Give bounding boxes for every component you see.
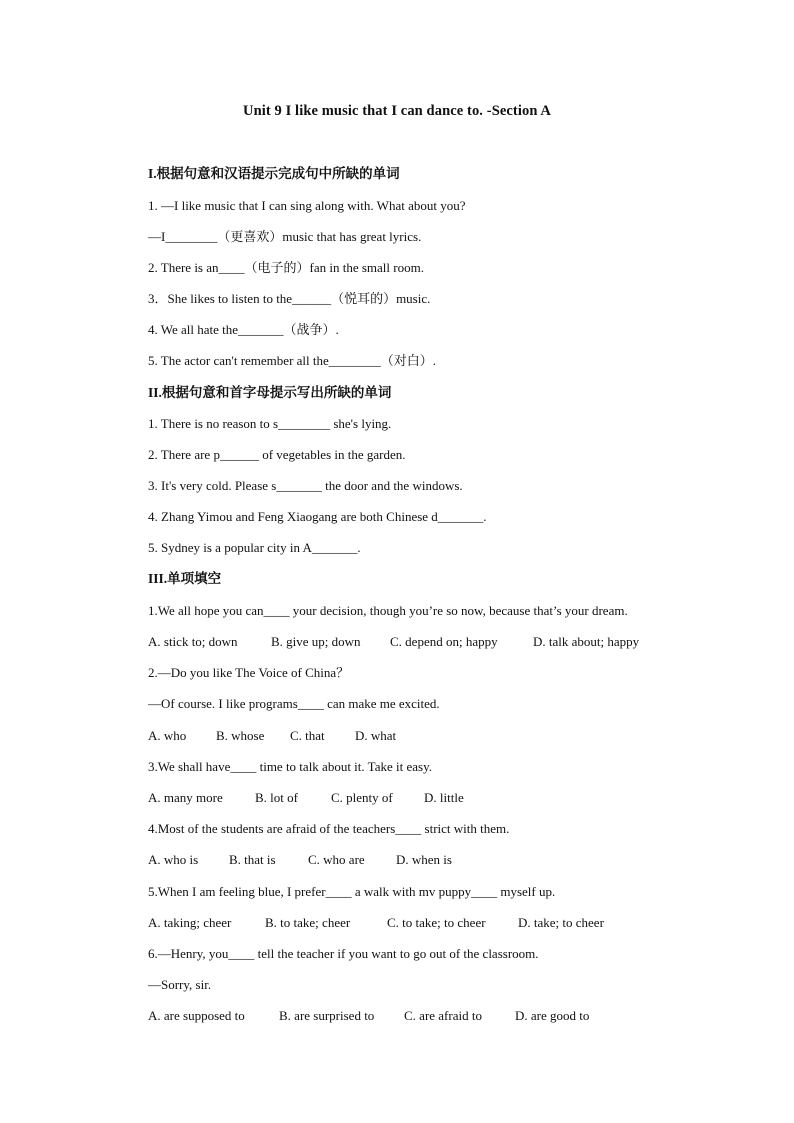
section1-line-4: 3．She likes to listen to the______（悦耳的）music. [148,291,431,306]
question-2-stem-2: —Of course. I like programs____ can make me excited. [148,696,440,711]
option-d: D. little [424,790,464,805]
section1-line-2: —I________（更喜欢）music that has great lyrics. [148,229,422,244]
question-2-stem: 2.—Do you like The Voice of China？ [148,665,350,680]
section2-line-1: 1. There is no reason to s________ she's lying. [148,416,392,431]
option-c: C. that [290,728,325,743]
option-d: D. take; to cheer [518,915,604,930]
option-c: C. are afraid to [404,1008,482,1023]
option-a: A. who is [148,852,199,867]
option-b: B. are surprised to [279,1008,375,1023]
option-d: D. what [355,728,397,743]
option-b: B. lot of [255,790,298,805]
option-c: C. depend on; happy [390,634,498,649]
question-4-stem: 4.Most of the students are afraid of the teachers____ strict with them. [148,821,510,836]
question-6-stem: 6.—Henry, you____ tell the teacher if you want to go out of the classroom. [148,946,539,961]
option-c: C. to take; to cheer [387,915,486,930]
option-d: D. when is [396,852,452,867]
section3-heading: III.单项填空 [148,571,222,586]
option-b: B. give up; down [271,634,361,649]
section1-line-5: 4. We all hate the_______（战争）. [148,322,339,337]
option-b: B. to take; cheer [265,915,351,930]
option-b: B. that is [229,852,276,867]
option-c: C. plenty of [331,790,393,805]
section2-line-4: 4. Zhang Yimou and Feng Xiaogang are both Chinese d_______. [148,509,487,524]
option-d: D. are good to [515,1008,590,1023]
option-b: B. whose [216,728,265,743]
section1-line-3: 2. There is an____（电子的）fan in the small room. [148,260,424,275]
section1-line-6: 5. The actor can't remember all the________（对白）. [148,353,437,368]
option-a: A. stick to; down [148,634,238,649]
section1-line-1: 1. —I like music that I can sing along with. What about you? [148,198,466,213]
question-6-options [148,1008,590,1104]
option-a: A. are supposed to [148,1008,245,1023]
section2-line-3: 3. It's very cold. Please s_______ the door and the windows. [148,478,463,493]
option-a: A. who [148,728,187,743]
question-3-stem: 3.We shall have____ time to talk about it. Take it easy. [148,759,432,774]
question-5-stem: 5.When I am feeling blue, I prefer____ a walk with mv puppy____ myself up. [148,884,556,899]
section2-line-5: 5. Sydney is a popular city in A_______. [148,540,361,555]
question-6-stem-2: —Sorry, sir. [148,977,212,992]
section2-heading: II.根据句意和首字母提示写出所缺的单词 [148,385,392,400]
option-d: D. talk about; happy [533,634,640,649]
option-a: A. many more [148,790,223,805]
section1-heading: I.根据句意和汉语提示完成句中所缺的单词 [148,166,400,181]
question-1-stem: 1.We all hope you can____ your decision, though you’re so now, because that’s your dream. [148,603,628,618]
option-c: C. who are [308,852,365,867]
document-title: Unit 9 I like music that I can dance to. -Section A [243,103,551,119]
section2-line-2: 2. There are p______ of vegetables in the garden. [148,447,406,462]
option-a: A. taking; cheer [148,915,232,930]
